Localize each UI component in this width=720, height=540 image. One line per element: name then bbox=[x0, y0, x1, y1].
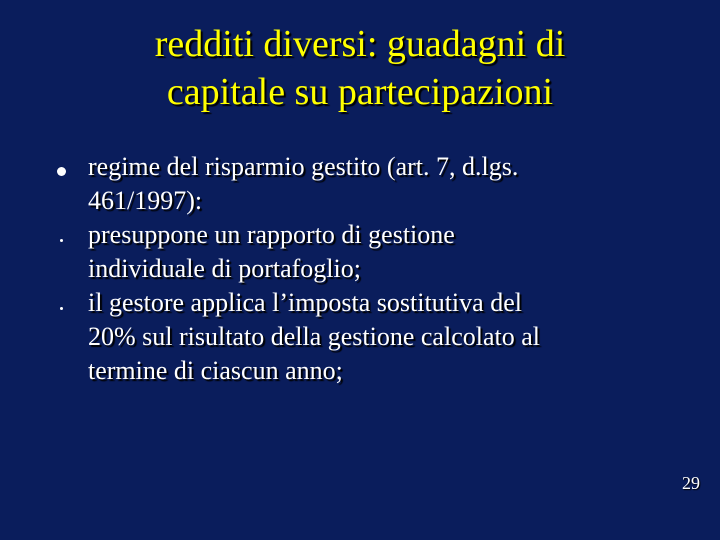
page-number: 29 bbox=[682, 473, 700, 493]
bullet-item-2 bbox=[0, 218, 700, 286]
bullet-item-3 bbox=[0, 286, 700, 388]
slide-title-line-2: capitale su partecipazioni bbox=[166, 71, 554, 113]
bullet-item-1-line-1: regime del risparmio gestito (art. 7, d.lgs. bbox=[88, 152, 519, 181]
bullet-dot-icon bbox=[60, 307, 63, 310]
slide-title-line-1: redditi diversi: guadagni di bbox=[154, 23, 566, 65]
bullet-item-3-line-1: il gestore applica l’imposta sostitutiva del bbox=[88, 288, 522, 317]
slide-title bbox=[40, 20, 680, 116]
bullet-dot-icon bbox=[57, 167, 66, 176]
bullet-item-3-line-3: termine di ciascun anno; bbox=[88, 356, 343, 385]
bullet-item-2-line-1: presuppone un rapporto di gestione bbox=[88, 220, 455, 249]
bullet-item-2-line-2: individuale di portafoglio; bbox=[88, 254, 361, 283]
bullet-item-1-line-2: 461/1997): bbox=[88, 186, 203, 215]
bullet-list bbox=[0, 150, 700, 388]
bullet-item-3-line-2: 20% sul risultato della gestione calcolato al bbox=[88, 322, 540, 351]
bullet-dot-icon bbox=[60, 239, 63, 242]
bullet-item-1 bbox=[0, 150, 700, 218]
